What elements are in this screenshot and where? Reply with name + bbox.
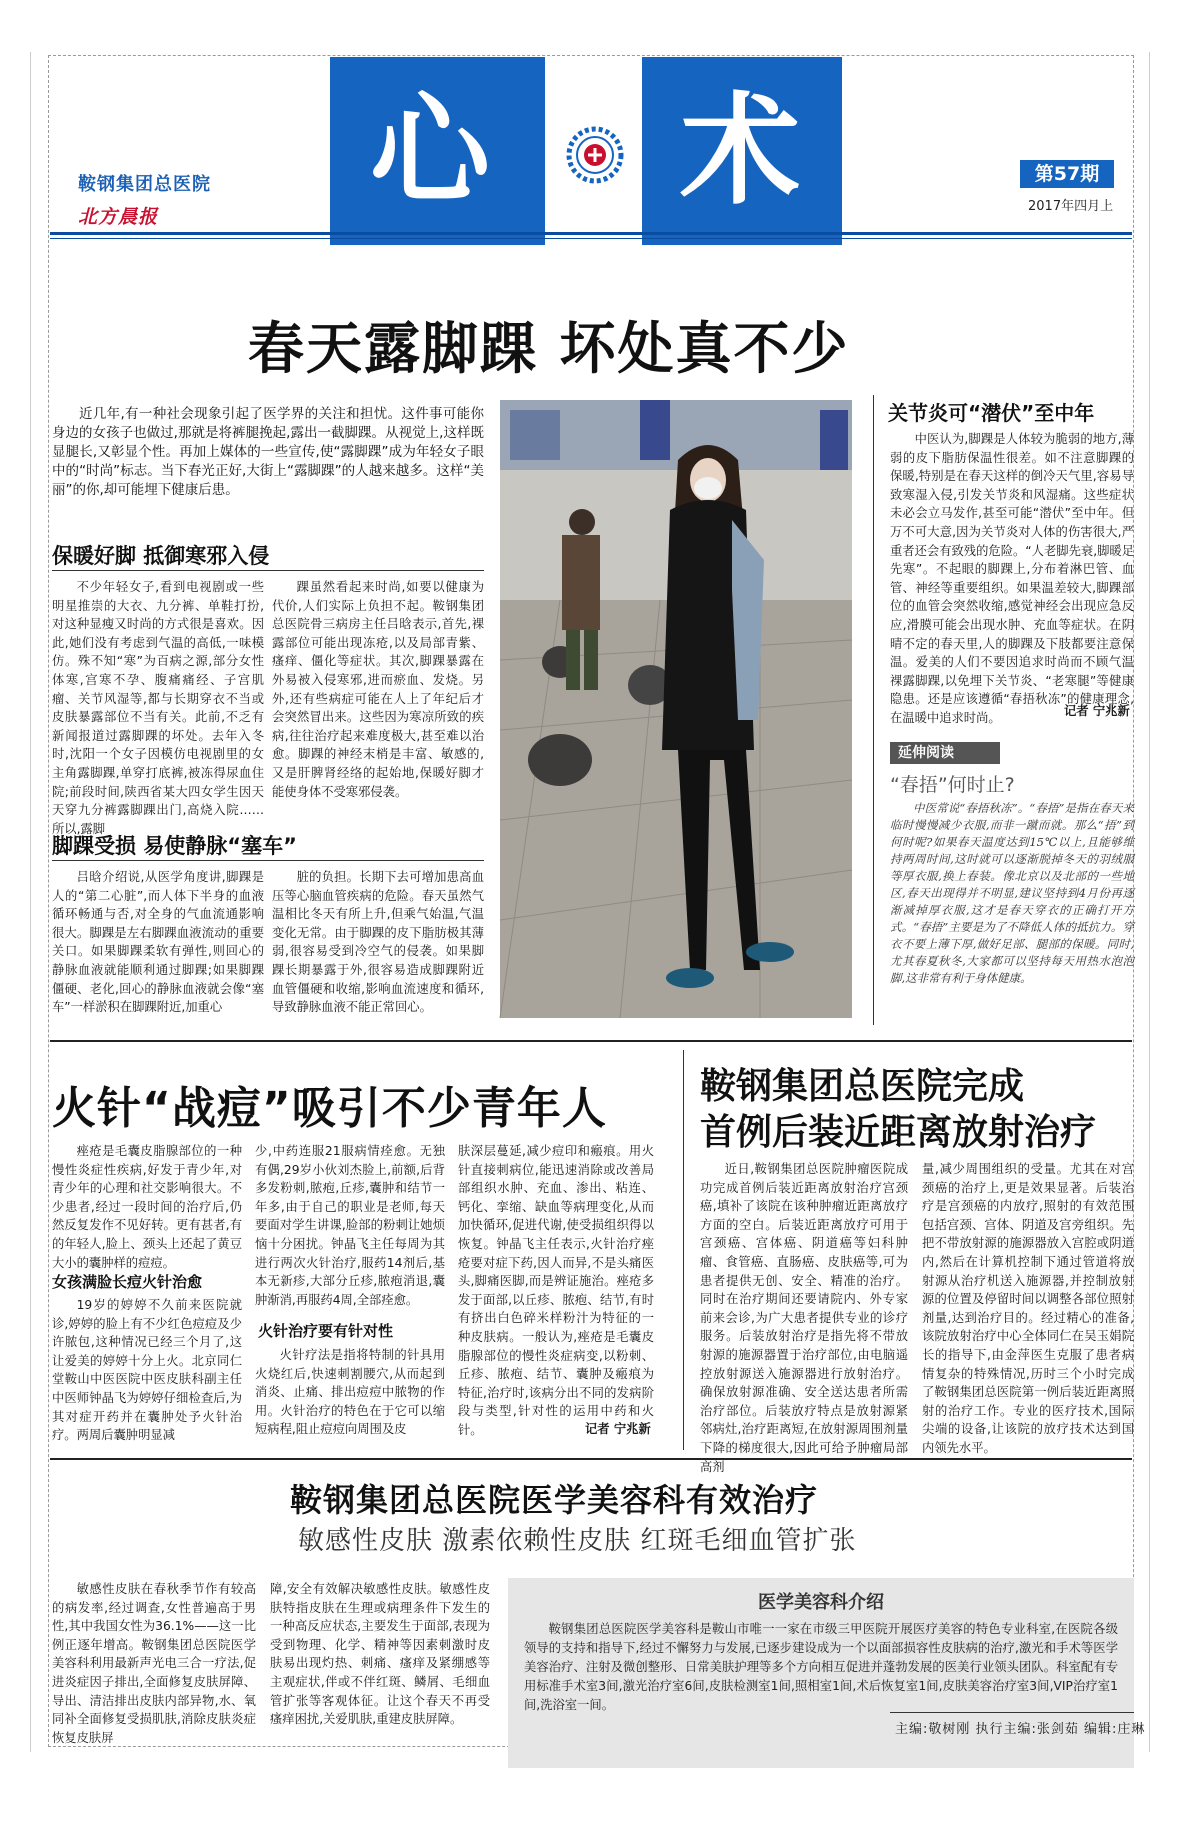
acne-col3: 肤深层蔓延,减少痘印和瘢痕。用火针直接刺病位,能迅速消除或改善局部组织水肿、充血、渗出、粘连、钙化、挛缩、缺血等病理变化,从而加快循环,促进代谢,使受损组织得以恢复。钟晶飞主任表示,火针治疗痤疮要对症下药,因人而异,不是头痛医头,脚痛医脚,而是辨证施治。痤疮多发于面部,以丘疹、脓疱、结节,有时有挤出白色碎米样粉汁为特征的一种皮肤病。一般认为,痤疮是毛囊皮脂腺部位的慢性炎症病变,以粉刺、丘疹、脓疱、结节、囊肿及瘢痕为特征,治疗时,该病分出不同的发病阶段与类型,针对性的运用中药和火针。 [458, 1144, 654, 1437]
footer-rule [890, 1712, 1134, 1713]
section2-rule [52, 860, 484, 861]
header-rule [50, 232, 1132, 235]
cosmetology-subtitle: 敏感性皮肤 激素依赖性皮肤 红斑毛细血管扩张 [298, 1526, 857, 1556]
hospital-logo-icon [565, 115, 625, 195]
lead-section1-title: 保暖好脚 抵御寒邪入侵 [52, 544, 270, 568]
radiotherapy-headline-line2: 首例后装近距离放射治疗 [700, 1112, 1097, 1153]
acne-col2-body: 火针疗法是指将特制的针具用火烧红后,快速刺割腰穴,从而起到消炎、止痛、排出痘痘中脓物的作用。火针治疗的特色在于它可以缩短病程,阻止痘痘向周围及皮 [255, 1348, 445, 1437]
paper-name: 北方晨报 [78, 206, 159, 228]
side-body: 中医认为,脚踝是人体较为脆弱的地方,薄弱的皮下脂肪保温性很差。如不注意脚踝的保暖,特别是在春天这样的倒冷天气里,容易导致寒湿入侵,引发关节炎和风湿痛。这些症状未必会立马发作,甚至可能“潜伏”至中年。但万不可大意,因为关节炎对人体的伤害很大,严重者还会有致残的危险。“人老脚先衰,脚暖足先寒”。不起眼的脚踝上,分布着淋巴管、血管、神经等重要组织。如果温差较大,脚踝部位的血管会突然收缩,感觉神经会出现应急反应,滑膜可能会出现水肿、充血等症状。在阴晴不定的春天里,人的脚踝及下肢都要注意保温。爱美的人们不要因追求时尚而不顾气温裸露脚踝,以免埋下关节炎、“老寒腿”等健康隐患。还是应该遵循“春捂秋冻”的健康理念,在温暖中追求时尚。 [890, 432, 1134, 725]
cosmetology-intro-body: 鞍钢集团总医院医学美容科是鞍山市唯一一家在市级三甲医院开展医疗美容的特色专业科室,在医院各级领导的支持和指导下,经过不懈努力与发展,已逐步建设成为一个以面部损容性皮肤病的治疗,激光和手术等医学美容治疗、注射及微创整形、日常美肤护理等多个方向相互促进并蓬勃发展的医美行业领头团队。科室配有专用标准手术室3间,激光治疗室6间,皮肤检测室1间,照相室1间,术后恢复室1间,皮肤美容治疗室3间,VIP治疗室1间,洗浴室一间。 [524, 1622, 1118, 1712]
street-photo-icon [500, 400, 852, 1018]
radiotherapy-headline-line1: 鞍钢集团总医院完成 [700, 1066, 1025, 1107]
acne-col2: 少,中药连服21服病情痊愈。无独有偶,29岁小伙刘杰脸上,前额,后背多发粉刺,脓疱,丘疹,囊肿和结节一年多,由于自己的职业是老师,每天要面对学生讲课,脸部的粉刺让她烦恼十分困扰。钟晶飞主任每周为其进行两次火针治疗,服药14剂后,基本无新疹,大部分丘疹,脓疱消退,囊肿渐消,再服药4周,全部痊愈。 [255, 1144, 445, 1307]
acne-col1-body: 19岁的婷婷不久前来医院就诊,婷婷的脸上有不少红色痘痘及少许脓包,这种情况已经三个月了,这让爱美的婷婷十分上火。北京同仁堂鞍山中医医院中医皮肤科副主任中医师钟晶飞为婷婷仔细检查后,为其对症开药并在囊肿处予火针治疗。两周后囊肿明显减 [52, 1298, 242, 1443]
lead-section2-col1: 吕晗介绍说,从医学角度讲,脚踝是人的“第二心脏”,而人体下半身的血液循环畅通与否,对全身的气血流通影响很大。脚踝是左右脚踝血液流动的重要关口。如果脚踝柔软有弹性,则回心的静脉血液就能顺利通过脚踝;如果脚踝僵硬、老化,回心的静脉血液就会像“塞车”一样淤积在脚踝附近,加重心 [52, 870, 264, 1015]
lead-photo [500, 400, 852, 1018]
lead-headline: 春天露脚踝 坏处真不少 [248, 317, 850, 382]
lead-section2-col2: 脏的负担。长期下去可增加患高血压等心脑血管疾病的危险。春天虽然气温相比冬天有所上升,但乘气始温,气温变化无常。由于脚踝的皮下脂肪极其薄弱,很容易受到冷空气的侵袭。如果脚踝长期暴露于外,很容易造成脚踝附近血管僵硬和收缩,影响血流速度和循环,导致静脉血液不能正常回心。 [272, 870, 484, 1015]
hospital-name: 鞍钢集团总医院 [78, 174, 211, 195]
side-title: 关节炎可“潜伏”至中年 [888, 401, 1095, 425]
masthead-block-right [642, 57, 842, 245]
mid-column-rule [683, 1050, 684, 1450]
lower-divider [50, 1458, 1132, 1460]
cosmetology-headline: 鞍钢集团总医院医学美容科有效治疗 [290, 1481, 819, 1519]
acne-byline: 记者 宁兆新 [585, 1422, 651, 1436]
lead-section2-title: 脚踝受损 易使静脉“塞车” [52, 834, 297, 858]
mid-divider [50, 1040, 1132, 1042]
cosmetology-intro-box [508, 1578, 1134, 1768]
readmore-body: 中医常说“春捂秋冻”。“春捂”是指在春天来临时慢慢减少衣服,而非一蹴而就。那么“捂”到何时呢?如果春天温度达到15℃以上,且能够维持两周时间,这时就可以逐渐脱掉冬天的羽绒服等厚衣服,换上春装。像北京以及北部的一些地区,春天出现得并不明显,建议坚持到4月份再逐渐减掉厚衣服,这才是春天穿衣的正确打开方式。“春捂”主要是为了不降低人体的抵抗力。穿衣不要上薄下厚,做好足部、腿部的保暖。同时,尤其春夏秋冬,大家都可以坚持每天用热水泡泡脚,这非常有利于身体健康。 [890, 801, 1134, 985]
readmore-tag: 延伸阅读 [890, 742, 1000, 764]
lead-intro: 近几年,有一种社会现象引起了医学界的关注和担忧。这件事可能你身边的女孩子也做过,那就是将裤腿挽起,露出一截脚踝。从视觉上,这样既显腿长,又彰显个性。再加上媒体的一些宣传,使“露脚踝”成为年轻女子眼中的“时尚”标志。当下春光正好,大街上“露脚踝”的人越来越多。这样“美丽”的你,却可能埋下健康后患。 [52, 406, 484, 498]
side-column-rule [873, 395, 874, 1025]
radiotherapy-col2: 量,减少周围组织的受量。尤其在对宫颈癌的治疗上,更是效果显著。后装治疗是宫颈癌的内放疗,照射的有效范围包括宫颈、宫体、阴道及宫旁组织。先把不带放射源的施源器放入宫腔或阴道内,然后在计算机控制下通过管道将放射源从治疗机送入施源器,并控制放射源的位置及停留时间以调整各部位照射剂量,达到治疗目的。经过精心的准备,该院放射治疗中心全体同仁在吴玉娟院长的指导下,由金萍医生克服了患者病情复杂的特殊情况,历时三个小时完成了鞍钢集团总医院第一例后装近距离照射的治疗工作。专业的医疗技术,国际尖端的设备,让该院的放疗技术达到国内领先水平。 [922, 1162, 1134, 1455]
masthead-char-2: 术 [680, 80, 800, 221]
lead-section1-col1: 不少年轻女子,看到电视剧或一些明星推崇的大衣、九分裤、单鞋打扮,对这种显瘦又时尚的方式很是喜欢。因此,她们没有考虑到气温的高低,一味模仿。殊不知“寒”为百病之源,部分女性体寒,宫寒不孕、腹痛痛经、子宫肌瘤、关节风湿等,都与长期穿衣不当或皮肤暴露部位不当有关。此前,不乏有新闻报道过露脚踝的坏处。去年入冬时,沈阳一个女子因模仿电视剧里的女主角露脚踝,单穿打底裤,被冻得尿血住院;前段时间,陕西省某大四女学生因天天穿九分裤露脚踝出门,高烧入院……所以,露脚 [52, 580, 264, 836]
side-byline: 记者 宁兆新 [1064, 704, 1130, 718]
masthead-block-left [330, 57, 545, 245]
acne-col2-subhead: 火针治疗要有针对性 [258, 1322, 394, 1340]
section1-rule [52, 570, 484, 571]
header-rule-thin [50, 238, 1132, 239]
cosmetology-col1: 敏感性皮肤在春秋季节作有较高的病发率,经过调查,女性普遍高于男性,其中我国女性为36.1%——这一比例正逐年增高。鞍钢集团总医院医学美容科利用最新声光电三合一疗法,促进炎症因子排出,全面修复皮肤屏障、导出、清洁排出皮肤内部异物,水、氧同补全面修复受损肌肤,消除皮肤炎症恢复皮肤屏 [52, 1582, 256, 1745]
masthead-char-1: 心 [370, 80, 490, 221]
radiotherapy-col1: 近日,鞍钢集团总医院肿瘤医院成功完成首例后装近距离放射治疗宫颈癌,填补了该院在该种肿瘤近距离放疗方面的空白。后装近距离放疗可用于宫颈癌、宫体癌、阴道癌等妇科肿瘤、食管癌、直肠癌、皮肤癌等,可为患者提供无创、安全、精准的治疗。同时在治疗期间还要请院内、外专家前来会诊,为广大患者提供专业的诊疗服务。后装放射治疗是指先将不带放射源的施源器置于治疗部位,由电脑遥控放射源送入施源器进行放射治疗。确保放射源准确、安全送达患者所需治疗部位。后装放疗特点是放射源紧邻病灶,治疗距离短,在放射源周围剂量下降的梯度很大,因此可给予肿瘤局部高剂 [700, 1162, 908, 1474]
footer-credits: 主编:敬树刚 执行主编:张剑茹 编辑:庄琳 [895, 1722, 1146, 1737]
acne-col1: 痤疮是毛囊皮脂腺部位的一种慢性炎症性疾病,好发于青少年,对青少年的心理和社交影响很大。不少患者,经过一段时间的治疗后,仍然反复发作不见好转。更有甚者,有的年轻人,脸上、颈头上还起了黄豆大小的囊肿样的痘痘。 [52, 1144, 242, 1270]
acne-headline: 火针“战痘”吸引不少青年人 [52, 1083, 607, 1134]
issue-date: 2017年四月上 [1028, 199, 1114, 214]
radiotherapy-headline [700, 1064, 1096, 1156]
cosmetology-intro-title: 医学美容科介绍 [758, 1592, 884, 1613]
cosmetology-col2: 障,安全有效解决敏感性皮肤。敏感性皮肤特指皮肤在生理或病理条件下发生的一种高反应状态,主要发生于面部,表现为受到物理、化学、精神等因素刺激时皮肤易出现灼热、刺痛、瘙痒及紧绷感等主观症状,伴或不伴红斑、鳞屑、毛细血管扩张等客观体征。让这个春天不再受瘙痒困扰,关爱肌肤,重建皮肤屏障。 [270, 1582, 490, 1727]
issue-number: 第57期 [1020, 160, 1114, 188]
readmore-title: “春捂”何时止? [890, 774, 1015, 796]
lead-section1-col2: 踝虽然看起来时尚,如要以健康为代价,人们实际上负担不起。鞍钢集团总医院骨三病房主任吕晗表示,首先,裸露部位可能出现冻疮,以及局部青紫、瘙痒、僵化等症状。其次,脚踝暴露在外易被入侵寒邪,进而瘀血、发烧。另外,还有些病症可能在人上了年纪后才会突然冒出来。这些因为寒凉所致的疾病,往往治疗起来难度极大,甚至难以治愈。脚踝的神经末梢是丰富、敏感的,又是肝脾肾经络的起始地,保暖好脚才能使身体不受寒邪侵袭。 [272, 580, 484, 799]
acne-col1-subhead: 女孩满脸长痘火针治愈 [52, 1273, 203, 1291]
